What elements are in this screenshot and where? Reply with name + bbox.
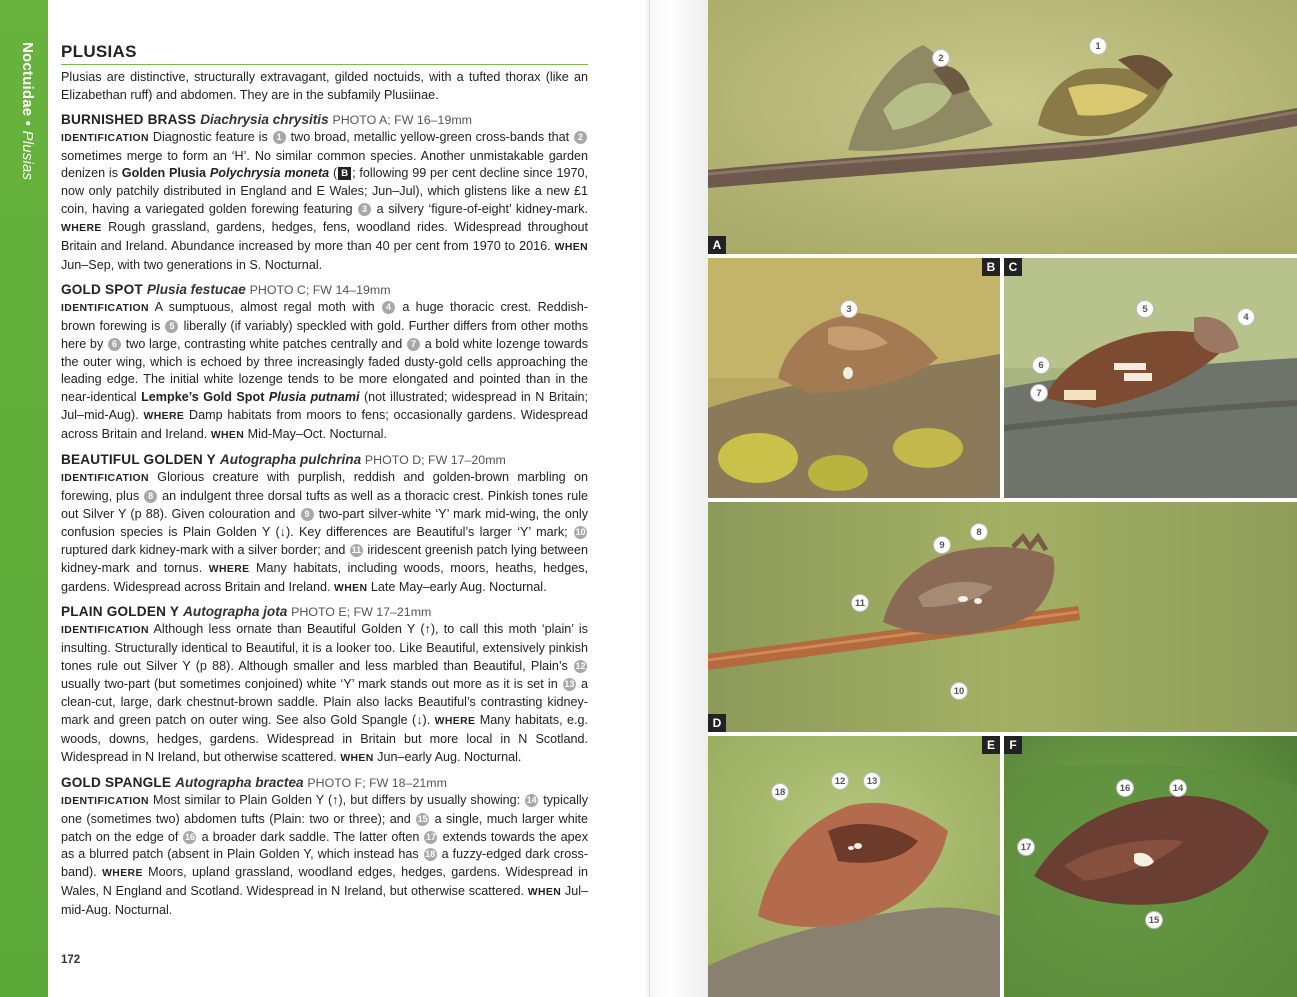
species-name: BEAUTIFUL GOLDEN Y (61, 452, 216, 468)
callout-4: 4 (1237, 308, 1255, 326)
text-span: ruptured dark kidney-mark with a silver border; and (61, 542, 346, 557)
text-span: ; following 99 per cent decline since 1970, now only patchily distributed in England and E Wales; Jun–Jul), which glistens like a new £1 coin, having a variegated golden forewing featuring (61, 166, 588, 217)
kw-when: WHEN (210, 430, 245, 442)
marker-5: 5 (165, 320, 178, 333)
kw-when: WHEN (340, 752, 374, 764)
callout-17: 17 (1017, 838, 1035, 856)
page-gutter (646, 0, 708, 997)
marker-1: 1 (273, 131, 286, 144)
species-name: GOLD SPOT (61, 281, 143, 297)
photo-f (1004, 736, 1297, 997)
text-span: two large, contrasting white patches centrally and (125, 336, 403, 351)
species-heading (61, 111, 588, 129)
marker-8: 8 (144, 490, 157, 503)
species-meta: PHOTO F; FW 18–21mm (307, 775, 447, 790)
sidebar-family: Noctuidae (19, 42, 36, 117)
photo-label-b: B (982, 258, 1000, 276)
callout-18: 18 (771, 783, 789, 801)
photo-b (708, 258, 1000, 498)
where-text: Moors, upland grassland, woodland edges, hedges, gardens. Widespread in Wales, N England and Scotland. Widespread in N Ireland, but otherwise scattered. (61, 865, 589, 899)
photo-c-image (1004, 258, 1297, 498)
when-text: Mid-May–Oct. Nocturnal. (247, 427, 387, 442)
callout-12: 12 (831, 772, 849, 790)
marker-2: 2 (574, 131, 587, 144)
marker-15: 15 (417, 813, 428, 824)
text-span: two-part silver-white ‘Y’ mark mid-wing, the only confusion species is Plain Golden Y (↓). Key differences are Beautiful’s larger ‘Y’ mark; (61, 506, 589, 539)
where-text: Rough grassland, gardens, hedges, fens, woodland rides. Widespread throughout Britain and Ireland. Abundance increased by more than 40 per cent from 1970 to 2016. (61, 220, 589, 254)
sidebar-group: Plusias (19, 130, 36, 181)
photo-label-d: D (708, 714, 726, 732)
photo-a-image (708, 0, 1297, 254)
species-latin: Plusia festucae (146, 281, 246, 297)
text-span: usually two-part (but sometimes conjoined) white ‘Y’ mark stands out more as it is set in (61, 677, 558, 692)
photo-label-a: A (708, 236, 726, 254)
photo-e-image (708, 736, 1000, 997)
marker-16: 16 (184, 831, 195, 842)
species-heading (61, 603, 588, 621)
kw-identification: IDENTIFICATION (61, 473, 149, 485)
species-text (61, 299, 588, 445)
text-span: Most similar to Plain Golden Y (↑), but differs by usually showing: (153, 792, 521, 807)
marker-13: 13 (564, 679, 575, 690)
kw-identification: IDENTIFICATION (61, 132, 149, 144)
species-text (61, 469, 588, 597)
species-meta: PHOTO C; FW 14–19mm (249, 282, 391, 297)
text-span: ( (332, 166, 338, 181)
callout-1: 1 (1089, 37, 1107, 55)
kw-when: WHEN (527, 887, 562, 899)
species-heading (61, 451, 588, 469)
where-text: Damp habitats from moors to fens; occasionally gardens. Widespread across Britain and Ireland. (61, 408, 588, 442)
text-span: a single, much larger white patch on the edge of (61, 811, 589, 844)
photo-label-c: C (1004, 258, 1022, 276)
callout-10: 10 (950, 682, 968, 700)
text-span: a fuzzy-edged dark cross-band). (61, 847, 589, 880)
kw-where: WHERE (102, 868, 143, 880)
species-entry (61, 451, 588, 597)
callout-14: 14 (1169, 779, 1187, 797)
text-span: a clean-cut, large, dark chestnut-brown saddle. Plain also lacks Beautiful’s contrasting kidney-mark and green patch on outer wing. See also Gold Spangle (↓). (61, 677, 588, 727)
species-latin: Autographa jota (183, 604, 288, 620)
kw-where: WHERE (434, 715, 476, 727)
photo-f-image (1004, 736, 1297, 997)
species-text (61, 621, 588, 767)
marker-9: 9 (301, 508, 314, 521)
photo-c (1004, 258, 1297, 498)
callout-13: 13 (863, 772, 881, 790)
callout-8: 8 (970, 523, 988, 541)
marker-12: 12 (575, 661, 586, 672)
text-span: an indulgent three dorsal tufts as well as a thoracic crest. Pinkish tones rule out Silver Y (p 88). Given colouration and (61, 489, 589, 521)
when-text: Jul–mid-Aug. Nocturnal. (61, 884, 589, 918)
species-entry (61, 281, 588, 445)
marker-7: 7 (407, 338, 420, 351)
when-text: Jun–Sep, with two generations in S. Nocturnal. (61, 257, 323, 272)
text-span: liberally (if variably) speckled with gold. Further differs from other moths here by (61, 318, 588, 351)
species-latin: Autographa bractea (175, 774, 304, 790)
species-meta: PHOTO A; FW 16–19mm (332, 112, 472, 127)
kw-identification: IDENTIFICATION (61, 625, 149, 637)
when-text: Late May–early Aug. Nocturnal. (370, 579, 547, 594)
marker-11: 11 (351, 544, 362, 555)
photo-e (708, 736, 1000, 997)
text-span: typically one (sometimes two) abdomen tufts (Plain: two or three); and (61, 792, 589, 826)
photo-a (708, 0, 1297, 254)
species-latin: Autographa pulchrina (219, 452, 362, 468)
species-heading (61, 774, 588, 792)
photo-d-image (708, 502, 1297, 732)
where-text: Many habitats, including woods, moors, heaths, hedges, gardens. Widespread across Britain and Ireland. (61, 560, 588, 594)
species-latin: Diachrysia chrysitis (200, 111, 329, 127)
species-text (61, 792, 588, 920)
species-meta: PHOTO D; FW 17–20mm (364, 453, 506, 468)
kw-identification: IDENTIFICATION (61, 795, 149, 807)
photo-d (708, 502, 1297, 732)
marker-18: 18 (425, 849, 436, 860)
callout-6: 6 (1032, 356, 1050, 374)
species-name: PLAIN GOLDEN Y (61, 604, 180, 620)
kw-when: WHEN (334, 582, 368, 594)
marker-4: 4 (382, 301, 395, 314)
callout-11: 11 (851, 594, 869, 612)
text-span: extends towards the apex as a blurred patch (absent in Plain Golden Y, which instead has (61, 829, 588, 862)
callout-3: 3 (840, 300, 858, 318)
species-heading (61, 281, 588, 299)
text-span: a huge thoracic crest. Reddish-brown forewing is (61, 299, 588, 333)
species-name: GOLD SPANGLE (61, 774, 172, 790)
sidebar-separator: • (19, 116, 36, 131)
text-span: (not illustrated; widespread in N Britain; Jul–mid-Aug). (61, 390, 589, 423)
section-title: PLUSIAS (61, 42, 588, 65)
page-content (61, 42, 588, 920)
section-intro: Plusias are distinctive, structurally extravagant, gilded noctuids, with a tufted thorax (like an Elizabethan ruff) and abdomen. They are in the subfamily Plusiinae. (61, 70, 588, 102)
species-ref-latin: Plusia putnami (268, 390, 360, 405)
kw-where: WHERE (143, 411, 185, 423)
kw-identification: IDENTIFICATION (61, 302, 149, 314)
callout-2: 2 (932, 49, 950, 67)
callout-16: 16 (1116, 779, 1134, 797)
photo-label-f: F (1004, 736, 1022, 754)
species-entry (61, 603, 588, 767)
kw-where: WHERE (208, 563, 250, 575)
kw-where: WHERE (61, 223, 102, 235)
callout-9: 9 (933, 536, 951, 554)
sidebar-heading (19, 42, 36, 212)
gutter-line (649, 0, 650, 997)
callout-5: 5 (1136, 300, 1154, 318)
text-span: a broader dark saddle. The latter often (201, 829, 420, 844)
page-number: 172 (61, 954, 81, 966)
text-span: Diagnostic feature is (152, 129, 268, 144)
photo-label-e: E (982, 736, 1000, 754)
marker-6: 6 (108, 338, 121, 351)
callout-7: 7 (1030, 384, 1048, 402)
marker-14: 14 (526, 794, 537, 805)
when-text: Jun–early Aug. Nocturnal. (377, 749, 522, 764)
species-entry (61, 111, 588, 275)
text-span: sometimes merge to form an ‘H’. No similar common species. Another unmistakable garden denizen is (61, 148, 588, 181)
text-span: two broad, metallic yellow-green cross-bands that (290, 129, 570, 144)
species-text (61, 129, 588, 275)
text-span: Although less ornate than Beautiful Golden Y (↑), to call this moth ‘plain’ is insulting. Structurally identical to Beautiful, it is a looker too. Like Beautiful, extensively pinkish tones rule out Silver Y (p 88). Although smaller and less marbled than Beautiful, Plain’s (61, 622, 588, 674)
marker-3: 3 (358, 203, 371, 216)
callout-15: 15 (1145, 911, 1163, 929)
species-entry (61, 774, 588, 920)
text-span: iridescent greenish patch lying between kidney-mark and tornus. (61, 542, 589, 575)
species-meta: PHOTO E; FW 17–21mm (291, 605, 432, 620)
section-sidebar (0, 0, 48, 997)
photo-ref-b: B (338, 167, 351, 180)
photo-b-image (708, 258, 1000, 498)
species-ref: Golden Plusia (121, 166, 207, 181)
marker-10: 10 (575, 526, 586, 537)
text-span: A sumptuous, almost regal moth with (154, 299, 375, 314)
kw-when: WHEN (554, 242, 589, 254)
where-text: Many habitats, e.g. woods, downs, hedges, gardens. Widespread in Britain but more local in N Scotland. Widespread in N Ireland, but otherwise scattered. (61, 712, 588, 764)
species-ref-latin: Polychrysia moneta (209, 166, 330, 181)
species-name: BURNISHED BRASS (61, 111, 197, 127)
marker-17: 17 (425, 831, 436, 842)
text-span: a silvery ‘figure-of-eight’ kidney-mark. (376, 202, 589, 217)
text-span: a bold white lozenge towards the outer wing, which is echoed by three increasingly faded dusty-gold cells approaching the leading edge. The initial white lozenge tends to be more elongated and pointed than in the near-identical (61, 336, 589, 405)
species-ref: Lempke’s Gold Spot (141, 390, 265, 405)
text-span: Glorious creature with purplish, reddish and golden-brown marbling on forewing, plus (61, 470, 588, 503)
